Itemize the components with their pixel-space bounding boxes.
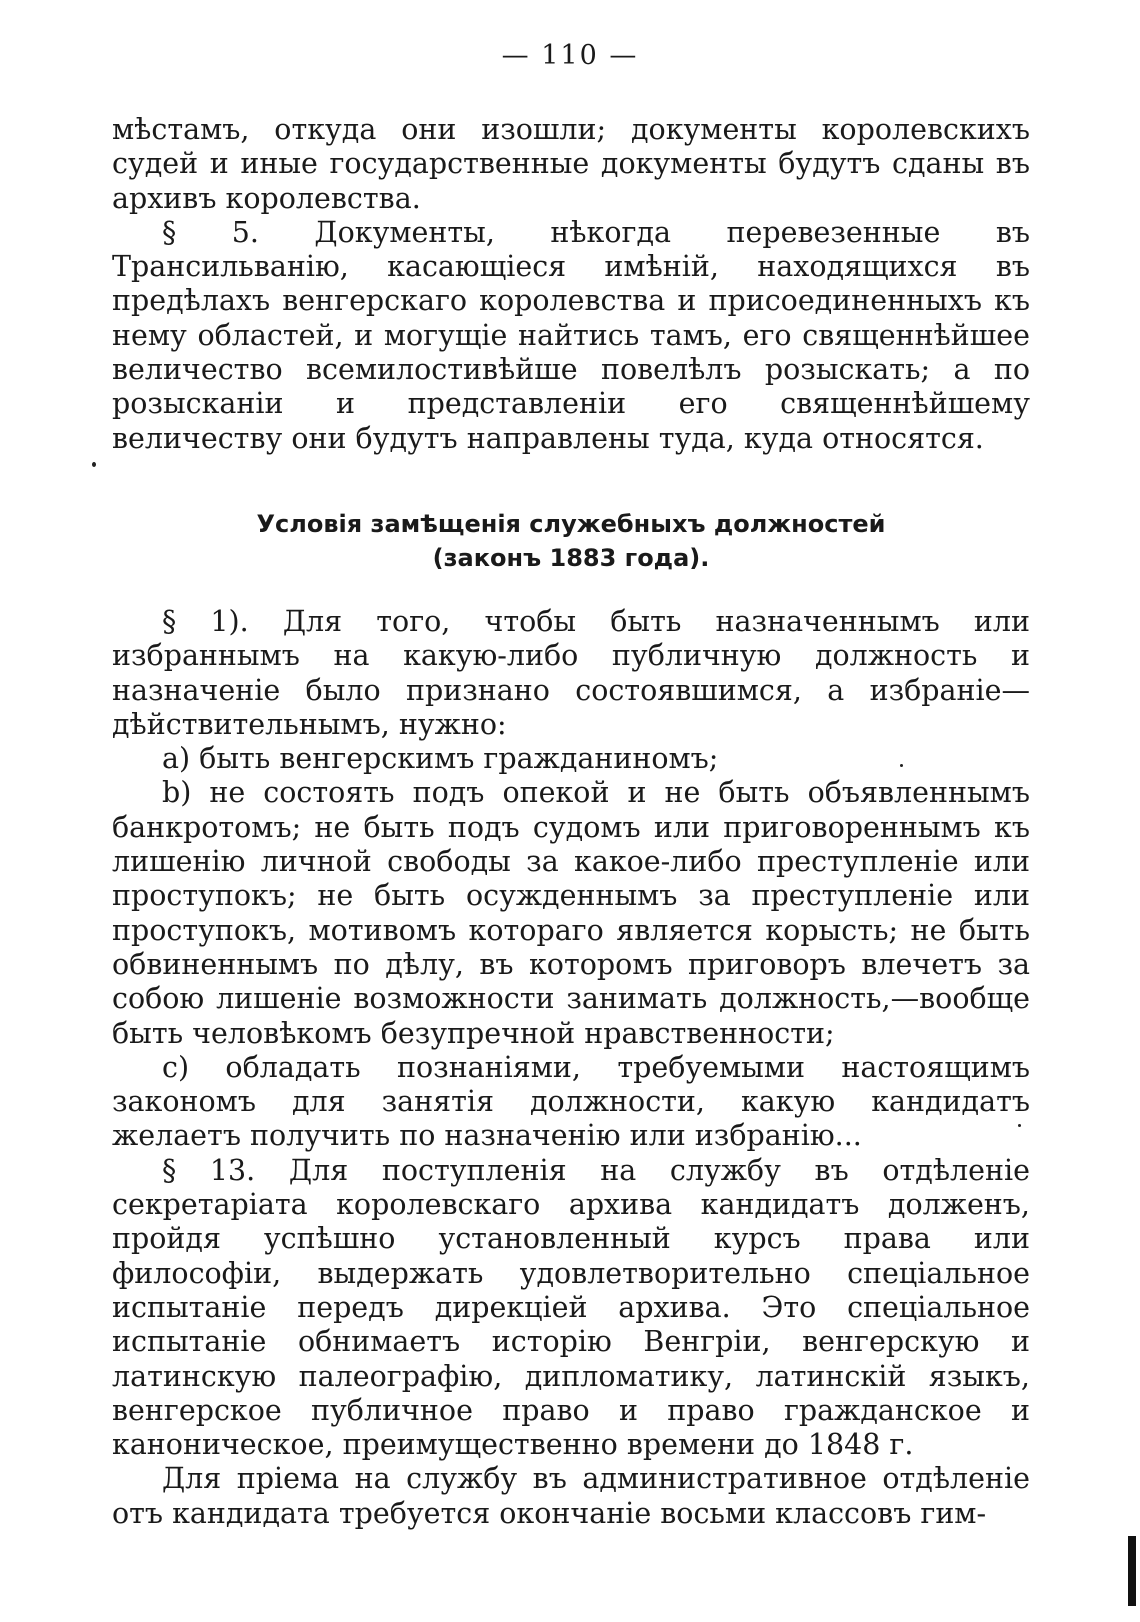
heading-subtitle: (законъ 1883 года). [432,544,710,572]
paragraph-continuation: мѣстамъ, откуда они изошли; документы королевскихъ судей и иные государственные документы будутъ сданы въ архивъ королевства. [112,113,1030,215]
paragraph-section-5: § 5. Документы, нѣкогда перевезенные въ Трансильванію, касающіеся имѣній, находящихся въ предѣлахъ венгерскаго королевства и присоединенныхъ къ нему областей, и могущіе найтись тамъ, его священнѣйшее величество всемилостивѣйше повелѣлъ розыскать; а по розысканіи и представленіи его священнѣйшему величеству они будутъ направлены туда, куда относятся. [112,215,1030,455]
page-number: — 110 — [501,40,639,71]
list-item-b: b) не состоять подъ опекой и не быть объявленнымъ банкротомъ; не быть подъ судомъ или приговореннымъ къ лишенію личной свободы за какое-либо преступленіе или проступокъ; не быть осужденнымъ за преступленіе или проступокъ, мотивомъ котораго является корысть; не быть обвиненнымъ по дѣлу, въ которомъ приговоръ влечетъ за собою лишеніе возможности занимать должность,—вообще быть человѣкомъ безупречной нравственности; [112,776,1030,1050]
scan-edge-mark [1128,1536,1136,1606]
list-item-c: c) обладать познаніями, требуемыми настоящимъ закономъ для занятія должности, какую кандидатъ желаетъ получить по назначенію или избранію... [112,1050,1030,1153]
print-speck [92,462,96,467]
main-text-block [112,605,1030,1531]
print-speck [900,764,903,767]
heading-title: Условія замѣщенія служебныхъ должностей [256,510,886,538]
section-heading [112,507,1030,575]
list-item-a: a) быть венгерскимъ гражданиномъ; [162,742,719,776]
paragraph-section-1: § 1). Для того, чтобы быть назначеннымъ или избраннымъ на какую-либо публичную должность и назначеніе было признано состоявшимся, а избраніе—дѣйствительнымъ, нужно: [112,605,1030,741]
paragraph-section-13: § 13. Для поступленія на службу въ отдѣленіе секретаріата королевскаго архива кандидатъ долженъ, пройдя успѣшно установленный курсъ права или философіи, выдержать удовлетворительно спеціальное испытаніе передъ дирекціей архива. Это спеціальное испытаніе обнимаетъ исторію Венгріи, венгерскую и латинскую палеографію, дипломатику, латинскій языкъ, венгерское публичное право и право гражданское и каноническое, преимущественно времени до 1848 г. [112,1153,1030,1462]
paragraph-admin-department: Для пріема на службу въ административное отдѣленіе отъ кандидата требуется окончаніе восьми классовъ гим- [112,1462,1030,1530]
top-text-block [112,113,1030,456]
print-speck [1018,1124,1021,1127]
